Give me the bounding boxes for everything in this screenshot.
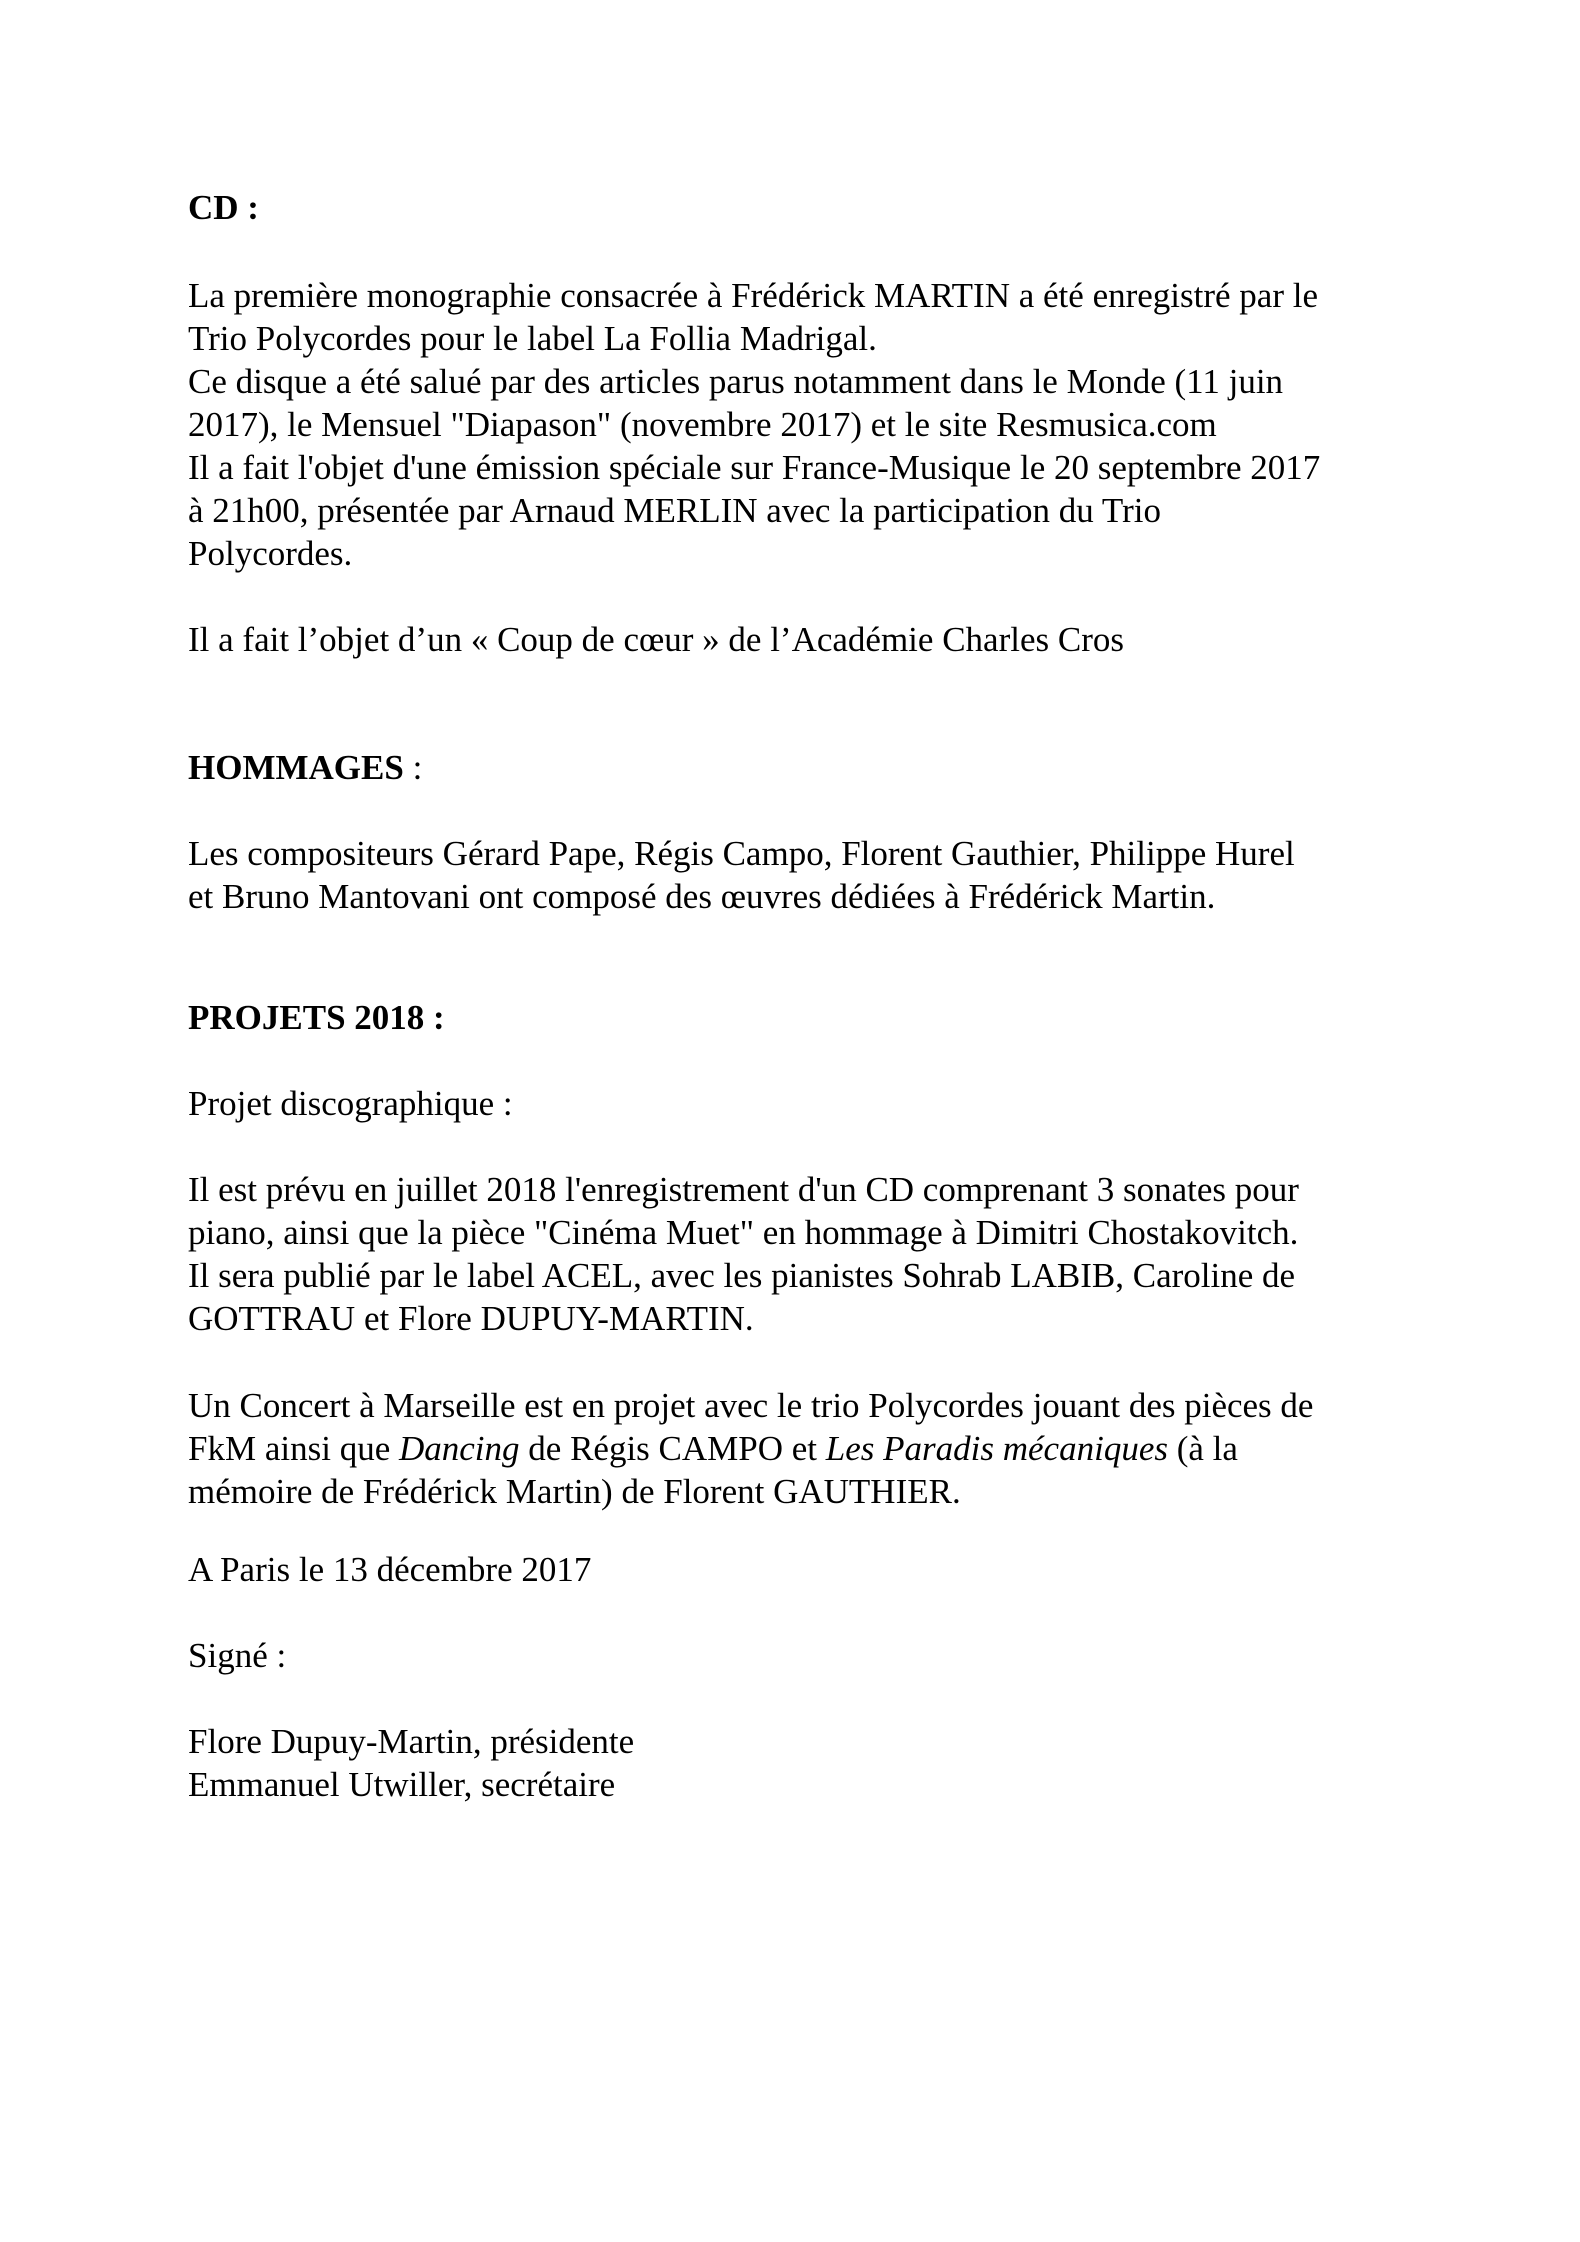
signatories	[188, 1720, 1448, 1806]
place-date: A Paris le 13 décembre 2017	[188, 1550, 592, 1589]
hommages-heading	[188, 746, 1448, 789]
text-line: Trio Polycordes pour le label La Follia Madrigal.	[188, 319, 877, 358]
signed-label: Signé :	[188, 1636, 287, 1675]
signatory-president: Flore Dupuy-Martin, présidente	[188, 1722, 635, 1761]
projets-subheading: Projet discographique :	[188, 1084, 513, 1123]
text-line: mémoire de Frédérick Martin) de Florent GAUTHIER.	[188, 1472, 961, 1511]
projets-cd-paragraph	[188, 1168, 1448, 1340]
text-line: et Bruno Mantovani ont composé des œuvres dédiées à Frédérick Martin.	[188, 877, 1216, 916]
text-line: piano, ainsi que la pièce "Cinéma Muet" en hommage à Dimitri Chostakovitch.	[188, 1213, 1299, 1252]
text-line: 2017), le Mensuel "Diapason" (novembre 2017) et le site Resmusica.com	[188, 405, 1217, 444]
projets-concert-paragraph	[188, 1384, 1448, 1513]
text-line: La première monographie consacrée à Frédérick MARTIN a été enregistré par le	[188, 276, 1318, 315]
text-line: Les compositeurs Gérard Pape, Régis Campo, Florent Gauthier, Philippe Hurel	[188, 834, 1295, 873]
text-segment: de Régis CAMPO et	[519, 1429, 826, 1468]
cd-award-paragraph	[188, 618, 1448, 661]
hommages-heading-colon: :	[403, 748, 423, 787]
cd-paragraph	[188, 274, 1448, 575]
text-line: Il a fait l’objet d’un « Coup de cœur » de l’Académie Charles Cros	[188, 620, 1124, 659]
text-segment: (à la	[1167, 1429, 1238, 1468]
text-line	[188, 1427, 1448, 1470]
text-line: Ce disque a été salué par des articles parus notamment dans le Monde (11 juin	[188, 362, 1284, 401]
signatory-secretary: Emmanuel Utwiller, secrétaire	[188, 1765, 616, 1804]
text-line: GOTTRAU et Flore DUPUY-MARTIN.	[188, 1299, 754, 1338]
cd-heading: CD :	[188, 188, 259, 227]
text-line: Il sera publié par le label ACEL, avec les pianistes Sohrab LABIB, Caroline de	[188, 1256, 1296, 1295]
work-title-dancing: Dancing	[398, 1429, 520, 1468]
hommages-paragraph	[188, 832, 1448, 918]
projets-heading: PROJETS 2018 :	[188, 998, 445, 1037]
text-line: à 21h00, présentée par Arnaud MERLIN avec la participation du Trio	[188, 491, 1161, 530]
work-title-paradis: Les Paradis mécaniques	[825, 1429, 1168, 1468]
text-line: Il est prévu en juillet 2018 l'enregistrement d'un CD comprenant 3 sonates pour	[188, 1170, 1299, 1209]
text-line: Un Concert à Marseille est en projet avec le trio Polycordes jouant des pièces de	[188, 1386, 1314, 1425]
text-segment: FkM ainsi que	[188, 1429, 399, 1468]
text-line: Il a fait l'objet d'une émission spéciale sur France-Musique le 20 septembre 2017	[188, 448, 1321, 487]
hommages-heading-label: HOMMAGES	[188, 748, 404, 787]
text-line: Polycordes.	[188, 534, 353, 573]
